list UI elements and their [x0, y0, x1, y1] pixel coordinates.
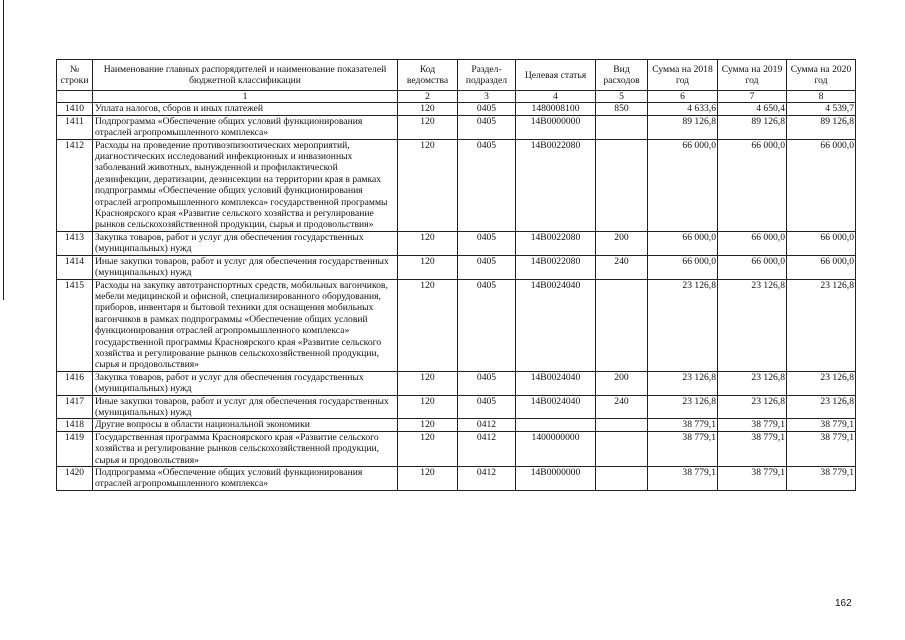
row-dept-code: 120 [398, 231, 458, 255]
row-sum-2019: 4 650,4 [718, 103, 787, 115]
column-number: 2 [398, 91, 458, 103]
row-dept-code: 120 [398, 395, 458, 419]
row-target: 1400000000 [516, 431, 596, 466]
row-sum-2018: 4 633,6 [648, 103, 718, 115]
row-name: Расходы на проведение противоэпизоотических мероприятий, диагностических исследований инфекционных и инвазионных заболеваний животных, вынужденной и профилактической дезинфекции, дератизации, дезинсекции на территории края в рамках подпрограммы «Обеспечение общих условий функционирования отраслей агропромышленного комплекса» государственной программы Красноярского края «Развитие сельского хозяйства и регулирование рынков сельскохозяйственной продукции, сырья и продовольствия» [93, 139, 398, 231]
row-sum-2019: 38 779,1 [718, 467, 787, 491]
header-expense-kind: Вид расходов [596, 60, 648, 91]
row-name: Иные закупки товаров, работ и услуг для обеспечения государственных (муниципальных) нужд [93, 255, 398, 279]
header-row-no: № строки [57, 60, 93, 91]
row-sum-2020: 89 126,8 [787, 115, 856, 139]
row-number: 1413 [57, 231, 93, 255]
row-sum-2018: 23 126,8 [648, 279, 718, 371]
row-sum-2020: 66 000,0 [787, 231, 856, 255]
column-number: 5 [596, 91, 648, 103]
row-target: 1480008100 [516, 103, 596, 115]
row-target [516, 419, 596, 431]
header-target: Целевая статья [516, 60, 596, 91]
row-number: 1418 [57, 419, 93, 431]
row-number: 1414 [57, 255, 93, 279]
row-expense-kind [596, 139, 648, 231]
row-sum-2018: 89 126,8 [648, 115, 718, 139]
row-sum-2019: 66 000,0 [718, 255, 787, 279]
column-number: 4 [516, 91, 596, 103]
row-target: 14В0000000 [516, 115, 596, 139]
row-target: 14В0022080 [516, 139, 596, 231]
row-sum-2020: 4 539,7 [787, 103, 856, 115]
column-number: 8 [787, 91, 856, 103]
row-name: Государственная программа Красноярского края «Развитие сельского хозяйства и регулирование рынков сельскохозяйственной продукции, сырья и продовольствия» [93, 431, 398, 466]
row-section: 0405 [458, 255, 516, 279]
table-row [57, 231, 856, 255]
row-sum-2018: 38 779,1 [648, 467, 718, 491]
row-sum-2019: 66 000,0 [718, 231, 787, 255]
row-expense-kind [596, 419, 648, 431]
table-row [57, 431, 856, 466]
row-dept-code: 120 [398, 115, 458, 139]
row-sum-2020: 23 126,8 [787, 371, 856, 395]
row-sum-2018: 38 779,1 [648, 419, 718, 431]
row-expense-kind: 240 [596, 395, 648, 419]
row-sum-2018: 23 126,8 [648, 395, 718, 419]
row-sum-2018: 38 779,1 [648, 431, 718, 466]
row-section: 0405 [458, 103, 516, 115]
table-row [57, 395, 856, 419]
header-sum-2020: Сумма на 2020 год [787, 60, 856, 91]
row-sum-2019: 23 126,8 [718, 395, 787, 419]
row-number: 1417 [57, 395, 93, 419]
column-number: 3 [458, 91, 516, 103]
row-dept-code: 120 [398, 103, 458, 115]
row-sum-2019: 38 779,1 [718, 431, 787, 466]
row-target: 14В0000000 [516, 467, 596, 491]
column-number: 7 [718, 91, 787, 103]
row-section: 0412 [458, 419, 516, 431]
header-section: Раздел-подраздел [458, 60, 516, 91]
row-number: 1411 [57, 115, 93, 139]
row-target: 14В0024040 [516, 371, 596, 395]
header-row [57, 60, 856, 91]
row-expense-kind: 850 [596, 103, 648, 115]
row-section: 0405 [458, 371, 516, 395]
row-sum-2019: 66 000,0 [718, 139, 787, 231]
row-section: 0405 [458, 231, 516, 255]
row-sum-2019: 89 126,8 [718, 115, 787, 139]
row-number: 1415 [57, 279, 93, 371]
row-dept-code: 120 [398, 279, 458, 371]
column-number: 6 [648, 91, 718, 103]
header-name: Наименование главных распорядителей и наименование показателей бюджетной классификации [93, 60, 398, 91]
row-section: 0412 [458, 431, 516, 466]
row-target: 14В0022080 [516, 231, 596, 255]
row-expense-kind: 200 [596, 231, 648, 255]
table-row [57, 371, 856, 395]
table-row [57, 467, 856, 491]
row-section: 0412 [458, 467, 516, 491]
row-expense-kind [596, 115, 648, 139]
header-dept-code: Код ведомства [398, 60, 458, 91]
row-name: Расходы на закупку автотранспортных средств, мобильных вагончиков, мебели медицинской и офисной, специализированного оборудования, приборов, инвентаря и бытовой техники для оснащения мобильных вагончиков в рамках подпрограммы «Обеспечение общих условий функционирования отраслей агропромышленного комплекса» государственной программы Красноярского края «Развитие сельского хозяйства и регулирование рынков сельскохозяйственной продукции, сырья и продовольствия» [93, 279, 398, 371]
row-name: Иные закупки товаров, работ и услуг для обеспечения государственных (муниципальных) нужд [93, 395, 398, 419]
row-number: 1416 [57, 371, 93, 395]
row-sum-2020: 38 779,1 [787, 431, 856, 466]
row-number: 1419 [57, 431, 93, 466]
row-name: Закупка товаров, работ и услуг для обеспечения государственных (муниципальных) нужд [93, 231, 398, 255]
row-number: 1420 [57, 467, 93, 491]
row-sum-2020: 38 779,1 [787, 467, 856, 491]
row-expense-kind [596, 279, 648, 371]
row-name: Другие вопросы в области национальной экономики [93, 419, 398, 431]
row-number: 1410 [57, 103, 93, 115]
row-sum-2019: 23 126,8 [718, 371, 787, 395]
row-sum-2019: 38 779,1 [718, 419, 787, 431]
row-expense-kind [596, 467, 648, 491]
row-dept-code: 120 [398, 419, 458, 431]
row-dept-code: 120 [398, 431, 458, 466]
row-expense-kind: 240 [596, 255, 648, 279]
row-sum-2020: 38 779,1 [787, 419, 856, 431]
row-section: 0405 [458, 139, 516, 231]
header-sum-2018: Сумма на 2018 год [648, 60, 718, 91]
row-dept-code: 120 [398, 255, 458, 279]
page-number: 162 [835, 598, 852, 609]
margin-rule [3, 0, 4, 300]
row-sum-2018: 66 000,0 [648, 231, 718, 255]
row-target: 14В0024040 [516, 395, 596, 419]
table-row [57, 419, 856, 431]
row-sum-2020: 23 126,8 [787, 395, 856, 419]
row-dept-code: 120 [398, 371, 458, 395]
row-sum-2020: 66 000,0 [787, 255, 856, 279]
row-name: Подпрограмма «Обеспечение общих условий функционирования отраслей агропромышленного комплекса» [93, 115, 398, 139]
row-sum-2019: 23 126,8 [718, 279, 787, 371]
table-row [57, 139, 856, 231]
row-sum-2020: 66 000,0 [787, 139, 856, 231]
row-sum-2018: 66 000,0 [648, 139, 718, 231]
row-name: Закупка товаров, работ и услуг для обеспечения государственных (муниципальных) нужд [93, 371, 398, 395]
row-sum-2018: 66 000,0 [648, 255, 718, 279]
column-number-row [57, 91, 856, 103]
table-row [57, 279, 856, 371]
row-sum-2018: 23 126,8 [648, 371, 718, 395]
row-expense-kind [596, 431, 648, 466]
header-sum-2019: Сумма на 2019 год [718, 60, 787, 91]
table-row [57, 103, 856, 115]
row-section: 0405 [458, 115, 516, 139]
row-dept-code: 120 [398, 467, 458, 491]
column-number: 1 [93, 91, 398, 103]
budget-table [56, 59, 856, 491]
table-row [57, 115, 856, 139]
row-section: 0405 [458, 279, 516, 371]
row-name: Уплата налогов, сборов и иных платежей [93, 103, 398, 115]
row-sum-2020: 23 126,8 [787, 279, 856, 371]
row-target: 14В0022080 [516, 255, 596, 279]
row-number: 1412 [57, 139, 93, 231]
row-expense-kind: 200 [596, 371, 648, 395]
table-row [57, 255, 856, 279]
row-section: 0405 [458, 395, 516, 419]
row-dept-code: 120 [398, 139, 458, 231]
row-name: Подпрограмма «Обеспечение общих условий функционирования отраслей агропромышленного комплекса» [93, 467, 398, 491]
column-number-empty [57, 91, 93, 103]
budget-table-container [56, 59, 855, 491]
row-target: 14В0024040 [516, 279, 596, 371]
